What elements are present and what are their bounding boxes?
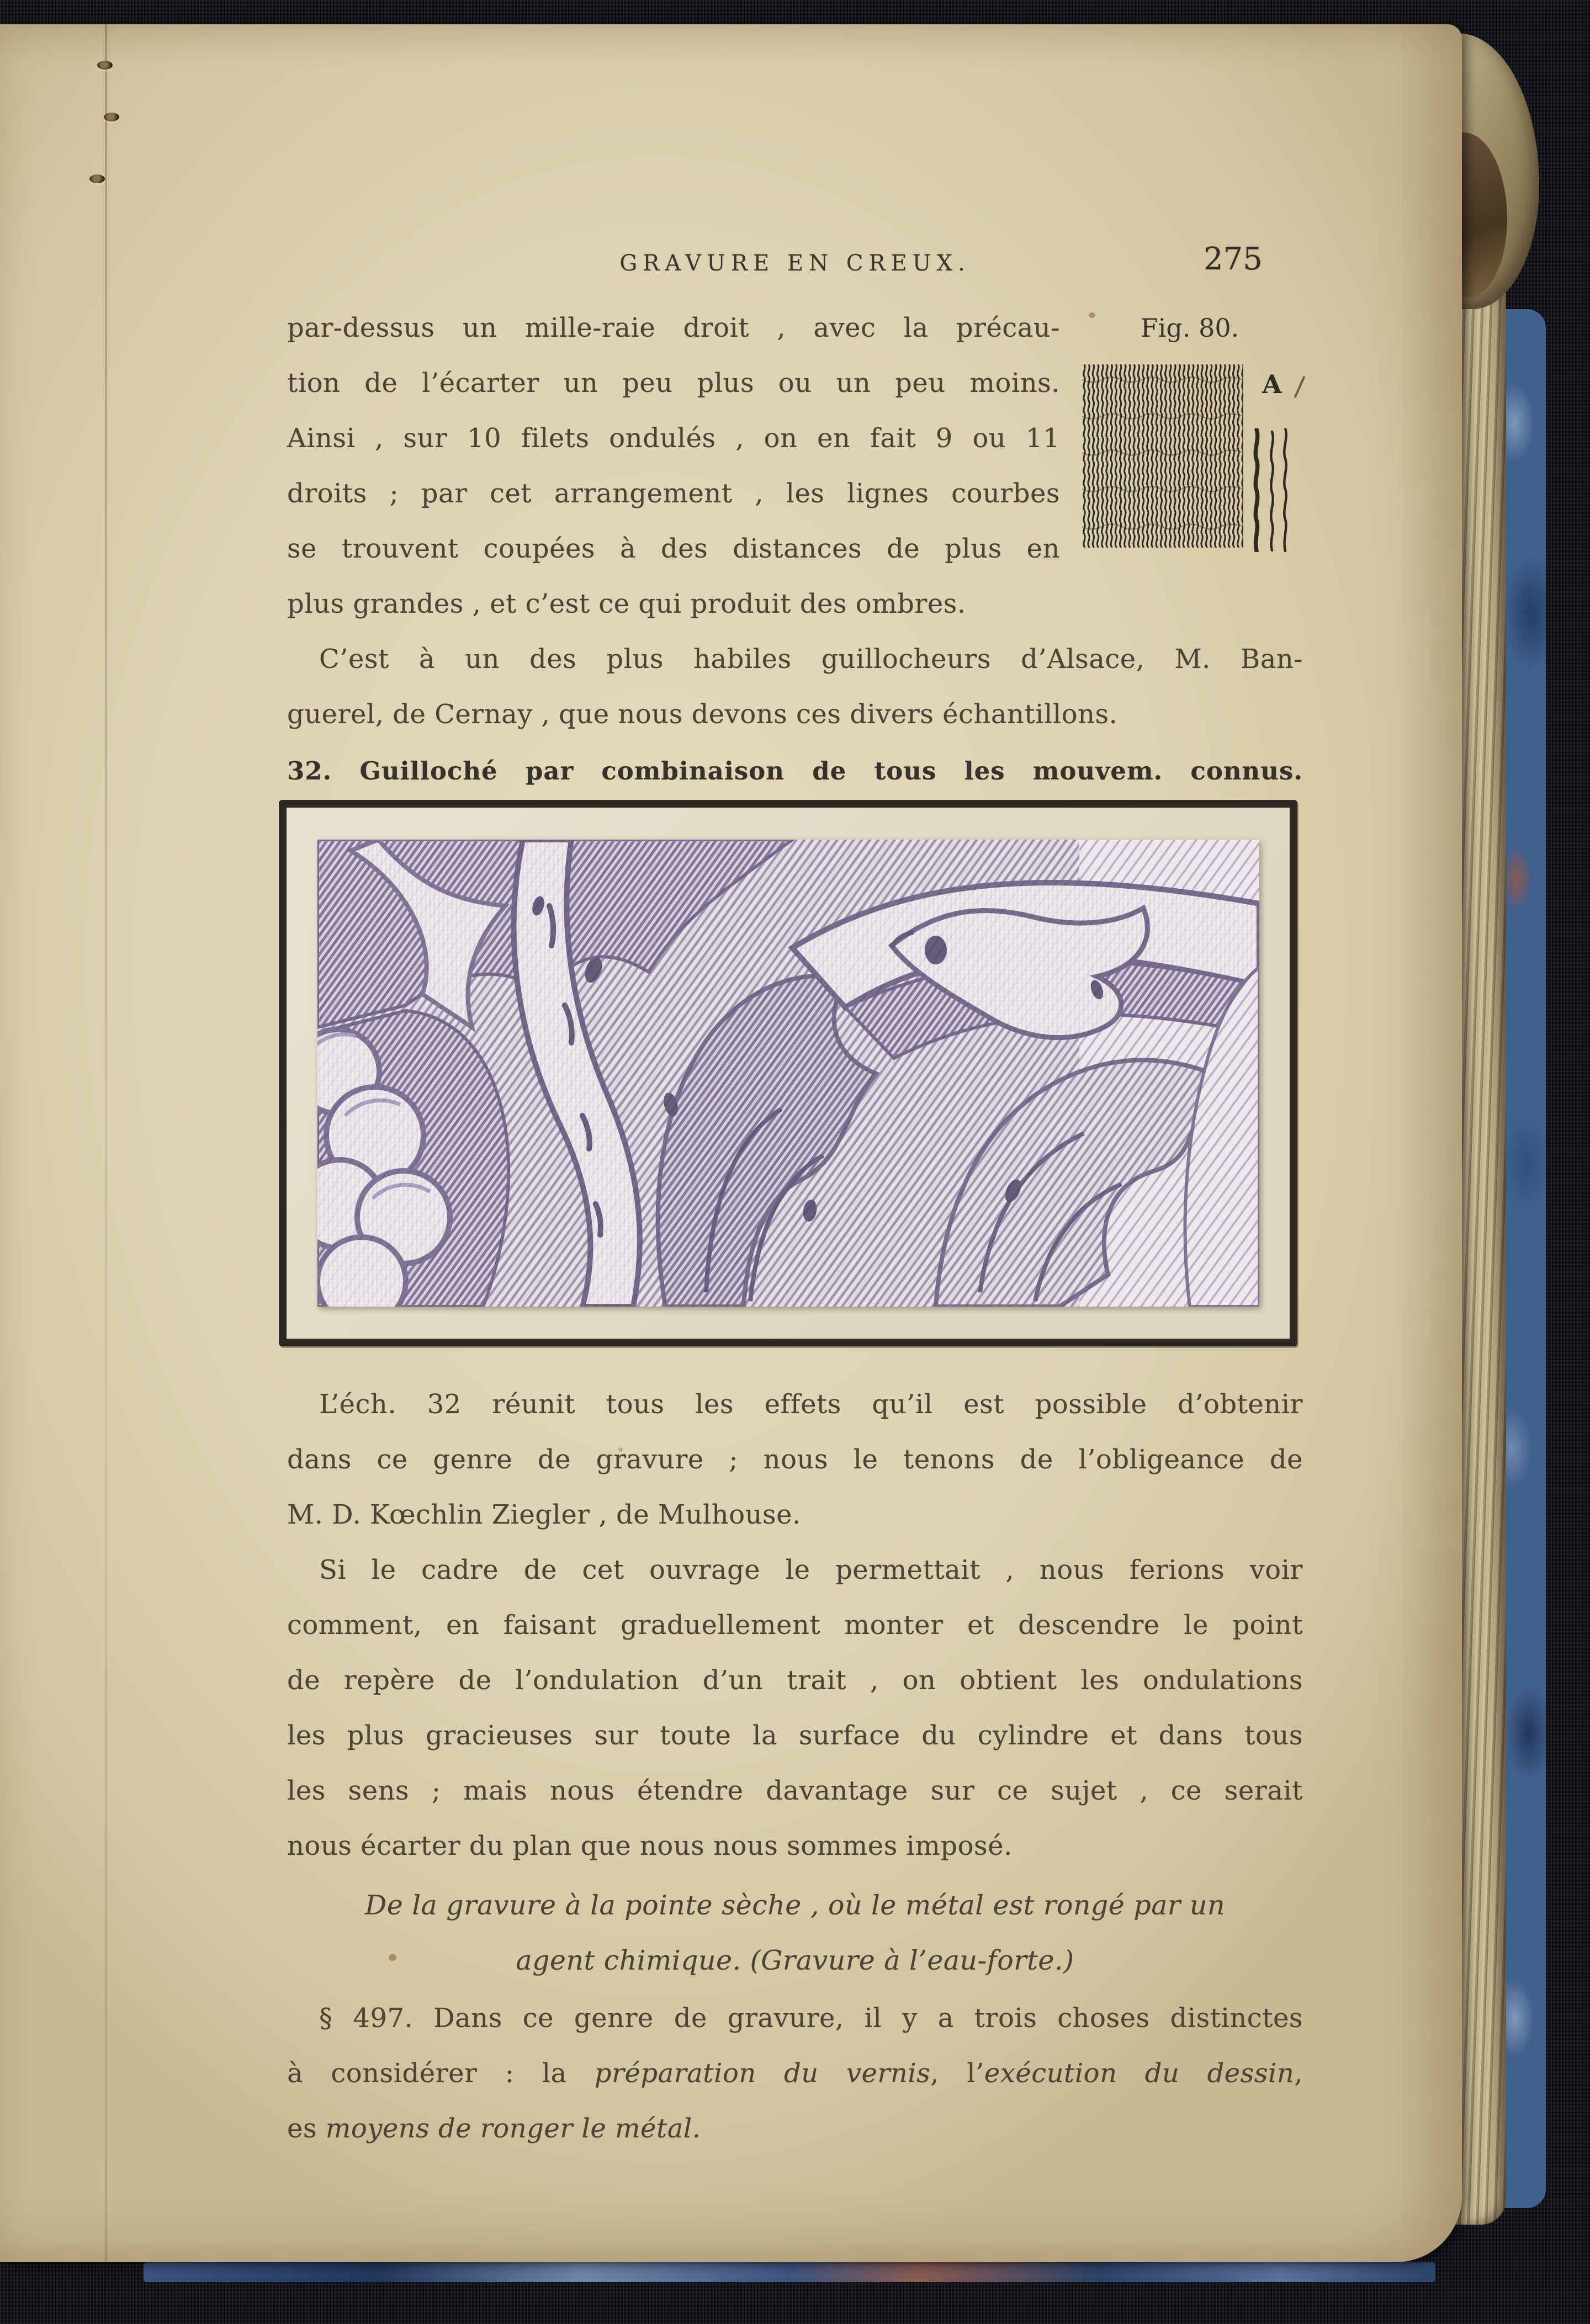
text-line: C’est à un des plus habiles guillocheurs d’Alsace, M. Ban- xyxy=(319,644,1303,675)
gutter-crease xyxy=(105,24,107,2262)
text-line: M. D. Kœchlin Ziegler , de Mulhouse. xyxy=(287,1499,801,1530)
figure-80-tick-mark xyxy=(1294,376,1306,398)
text-run: , xyxy=(1294,2058,1303,2089)
page-number: 275 xyxy=(1204,241,1263,277)
text-line: De la gravure à la pointe sèche , où le métal est rongé par un xyxy=(364,1890,1226,1921)
text-line: Ainsi , sur 10 filets ondulés , on en fait 9 ou 11 xyxy=(287,423,1060,454)
text-run: , l’ xyxy=(930,2058,984,2089)
stitch-hole xyxy=(97,61,113,70)
foxing-speck xyxy=(1089,312,1095,318)
text-line: comment, en faisant graduellement monter et descendre le point xyxy=(287,1610,1303,1641)
text-line: Si le cadre de cet ouvrage le permettait , nous ferions voir xyxy=(319,1554,1303,1585)
text-run-italic: moyens de ronger le métal. xyxy=(325,2113,701,2144)
paragraph-1 xyxy=(287,300,1060,632)
text-line xyxy=(287,2046,1303,2101)
figure-80-letter-a: A xyxy=(1262,369,1282,399)
paragraph-3 xyxy=(287,1377,1303,1542)
text-line: agent chimique. (Gravure à l’eau-forte.) xyxy=(516,1945,1074,1976)
text-line xyxy=(287,2101,1303,2156)
text-run: es xyxy=(287,2113,326,2144)
paragraph-5 xyxy=(287,1991,1303,2156)
text-line: par-dessus un mille-raie droit , avec la précau- xyxy=(287,312,1060,343)
book-page xyxy=(0,24,1462,2262)
section-heading-etching xyxy=(287,1878,1303,1988)
paragraph-4 xyxy=(287,1542,1303,1874)
figure-80-wavy-lines xyxy=(1249,428,1296,552)
running-header: GRAVURE EN CREUX. xyxy=(619,251,971,276)
text-line: tion de l’écarter un peu plus ou un peu moins. xyxy=(287,368,1060,399)
stitch-hole xyxy=(104,113,119,121)
stitch-hole xyxy=(89,174,105,183)
text-line: les sens ; mais nous étendre davantage sur ce sujet , ce serait xyxy=(287,1775,1303,1806)
text-line: guerel, de Cernay , que nous devons ces divers échantillons. xyxy=(287,699,1118,730)
marbled-bottom-edge xyxy=(144,2262,1435,2282)
guilloche-sample-image xyxy=(317,840,1259,1307)
paragraph-2 xyxy=(287,632,1303,742)
text-line: les plus gracieuses sur toute la surface du cylindre et dans tous xyxy=(287,1720,1303,1751)
text-run-italic: préparation du vernis xyxy=(594,2058,931,2089)
text-line: de repère de l’ondulation d’un trait , on obtient les ondulations xyxy=(287,1665,1303,1696)
figure-80-caption: Fig. 80. xyxy=(1140,313,1239,343)
text-run-italic: exécution du dessin xyxy=(984,2058,1295,2089)
text-line: dans ce genre de gravure ; nous le tenons de l’obligeance de xyxy=(287,1444,1303,1475)
guilloche-fabric-svg xyxy=(317,840,1259,1307)
figure-80-hatch-block xyxy=(1082,364,1243,548)
figure-80-wavy-svg xyxy=(1249,428,1296,552)
text-line: se trouvent coupées à des distances de plus en xyxy=(287,533,1060,564)
text-run: à considérer : la xyxy=(287,2058,595,2089)
text-line: L’éch. 32 réunit tous les effets qu’il est possible d’obtenir xyxy=(319,1389,1303,1420)
figure-80-hatch-svg xyxy=(1082,364,1243,548)
text-line: plus grandes , et c’est ce qui produit des ombres. xyxy=(287,588,966,619)
guilloche-sample-frame xyxy=(279,800,1297,1346)
text-line: droits ; par cet arrangement , les lignes courbes xyxy=(287,478,1060,509)
sample-32-heading: 32. Guilloché par combinaison de tous les mouvem. connus. xyxy=(287,756,1303,786)
text-line: § 497. Dans ce genre de gravure, il y a trois choses distinctes xyxy=(319,2003,1303,2034)
text-line: nous écarter du plan que nous nous sommes imposé. xyxy=(287,1830,1013,1861)
